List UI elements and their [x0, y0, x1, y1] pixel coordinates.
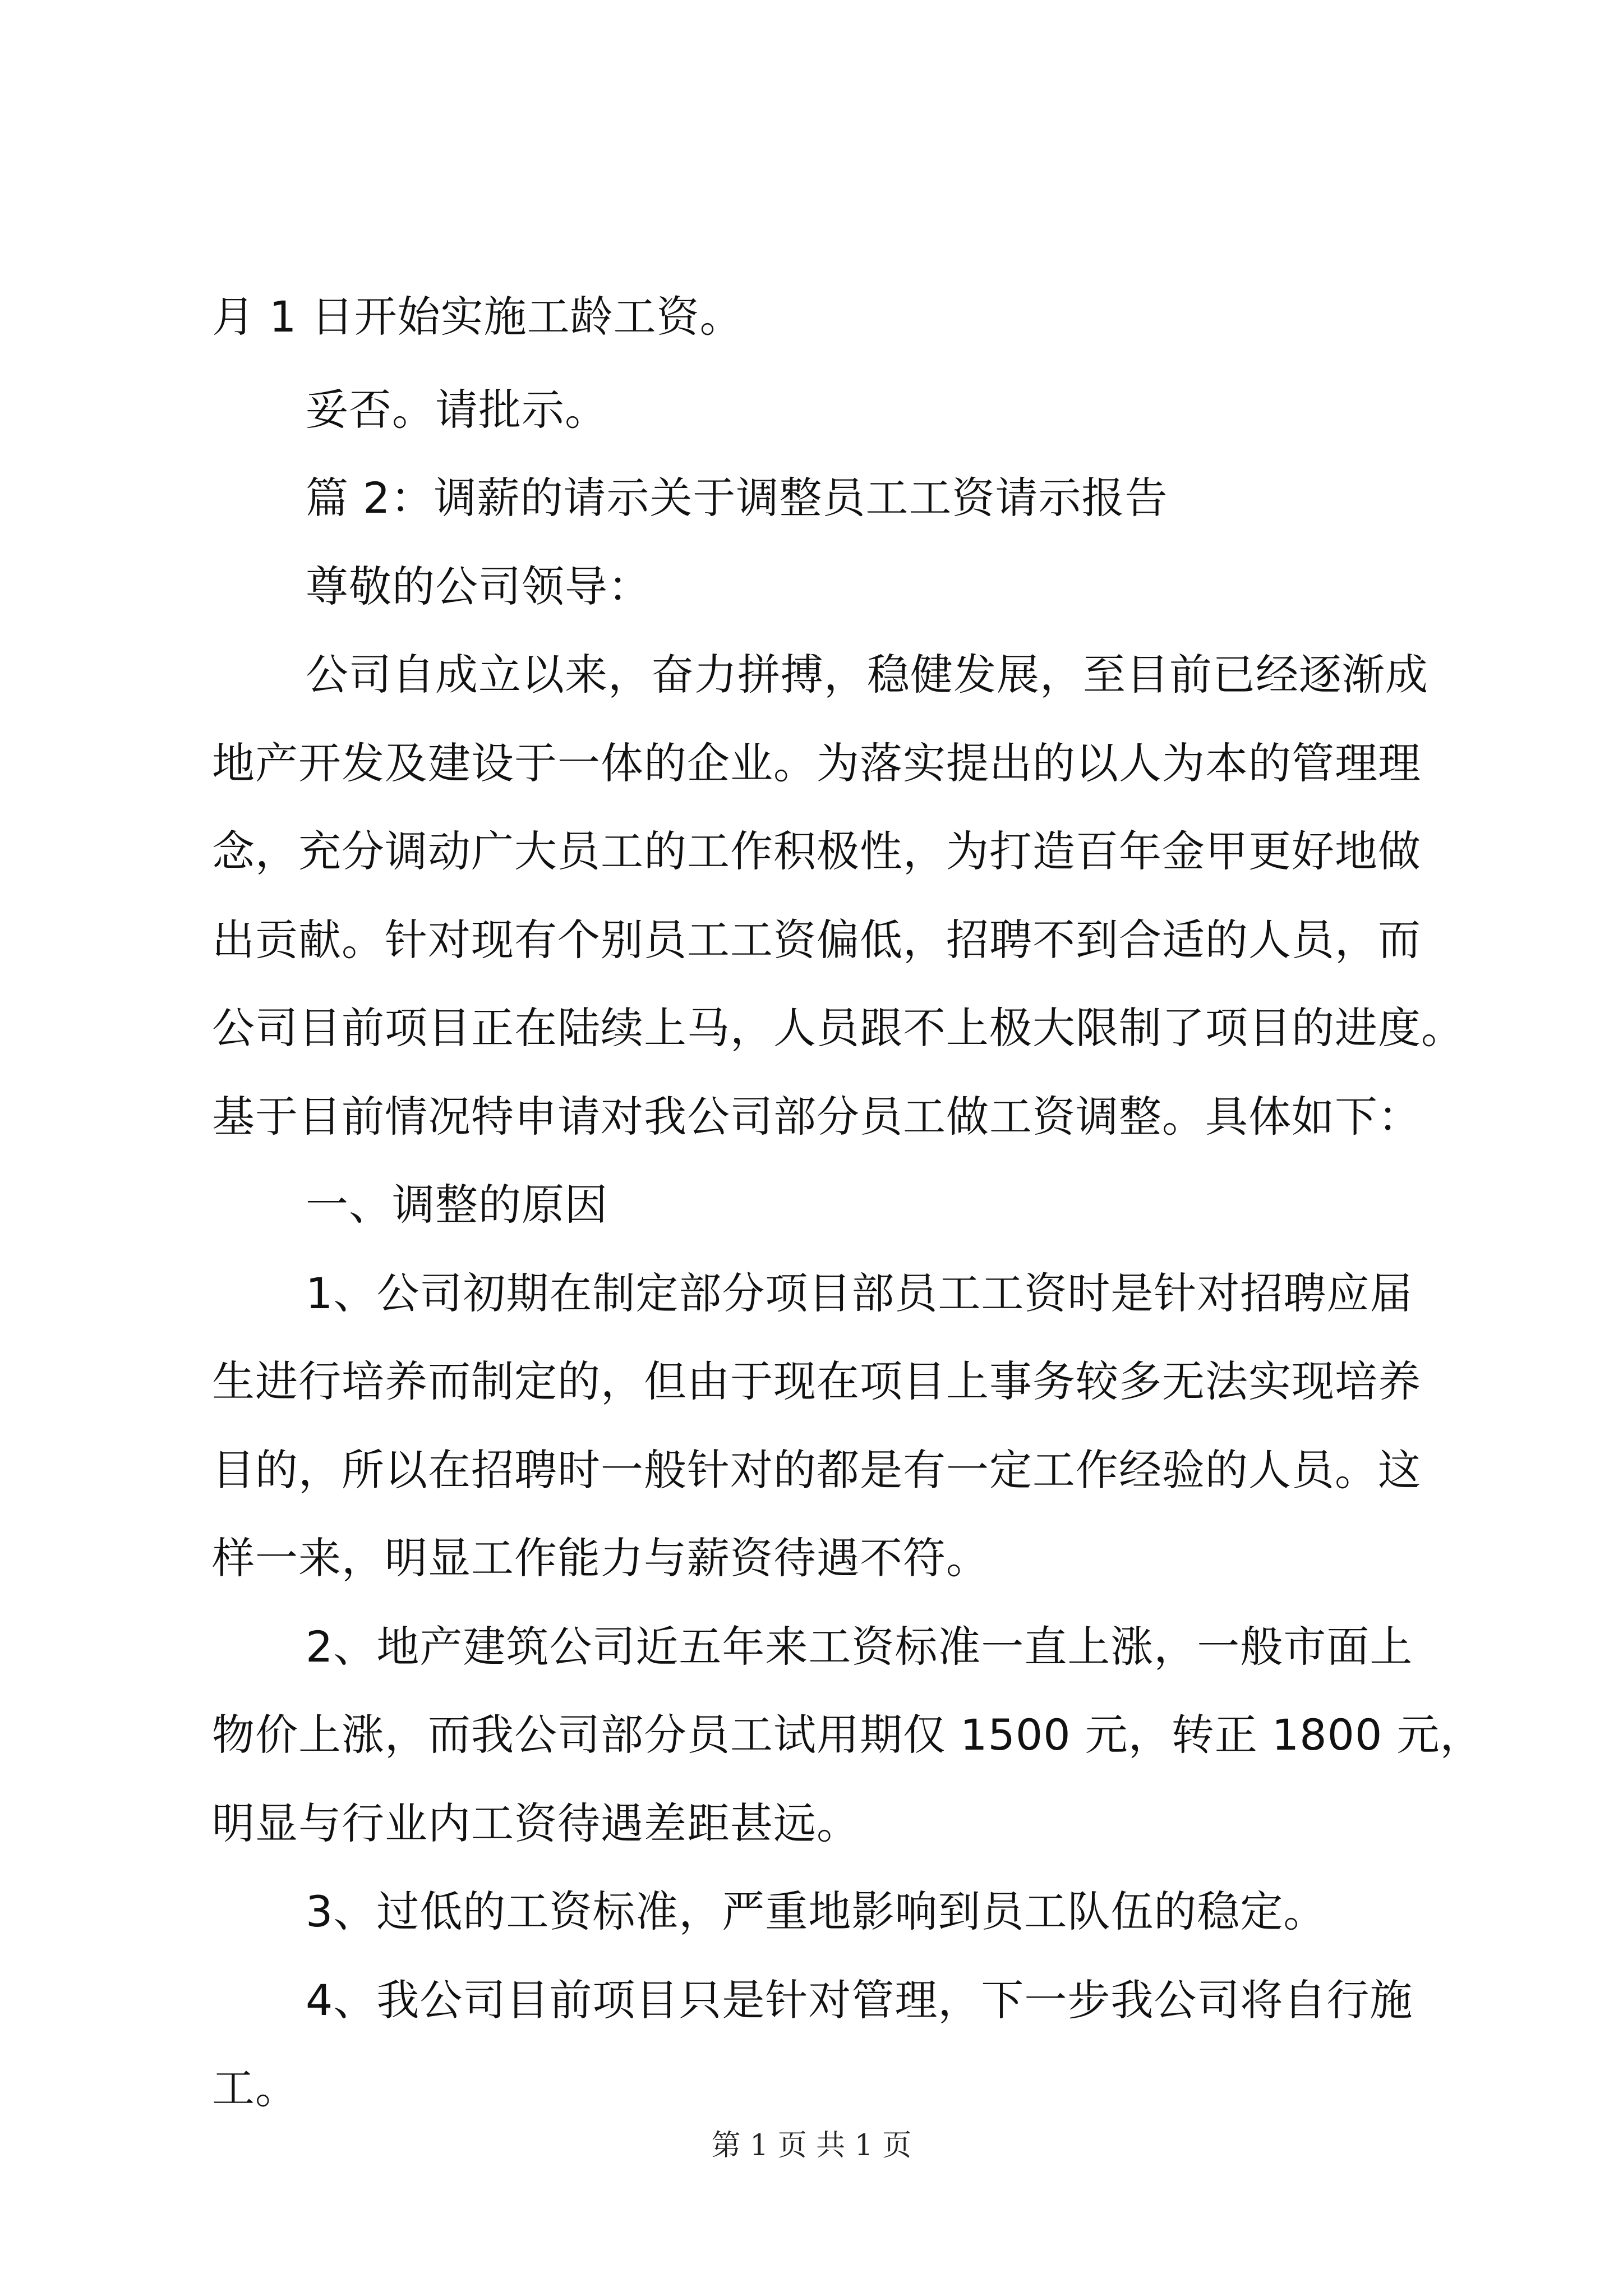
section-heading: 篇 2：调薪的请示关于调整员工工资请示报告	[306, 473, 1168, 523]
text-line: 基于目前情况特申请对我公司部分员工做工资调整。具体如下：	[212, 1092, 1421, 1142]
text-line: 生进行培养而制定的，但由于现在项目上事务较多无法实现培养	[212, 1356, 1421, 1406]
section-heading: 一、调整的原因	[306, 1180, 608, 1230]
text-line: 3、过低的工资标准，严重地影响到员工队伍的稳定。	[306, 1887, 1327, 1936]
text-line: 公司目前项目正在陆续上马，人员跟不上极大限制了项目的进度。	[212, 1003, 1464, 1053]
text-line: 2、地产建筑公司近五年来工资标准一直上涨，一般市面上	[306, 1622, 1413, 1672]
text-line: 工。	[212, 2063, 298, 2113]
text-line: 月 1 日开始实施工龄工资。	[212, 292, 743, 342]
page-footer: 第 1 页 共 1 页	[711, 2129, 912, 2162]
text-line: 公司自成立以来，奋力拼搏，稳健发展，至目前已经逐渐成	[306, 650, 1428, 700]
text-line: 目的，所以在招聘时一般针对的都是有一定工作经验的人员。这	[212, 1445, 1421, 1495]
text-line: 样一来，明显工作能力与薪资待遇不符。	[212, 1533, 989, 1583]
text-line: 妥否。请批示。	[306, 385, 608, 435]
text-line: 1、公司初期在制定部分项目部员工工资时是针对招聘应届	[306, 1268, 1413, 1318]
text-line: 物价上涨，而我公司部分员工试用期仅 1500 元，转正 1800 元，	[212, 1710, 1483, 1760]
text-line: 明显与行业内工资待遇差距甚远。	[212, 1798, 860, 1848]
text-line: 出贡献。针对现有个别员工工资偏低，招聘不到合适的人员，而	[212, 915, 1421, 965]
text-line: 念，充分调动广大员工的工作积极性，为打造百年金甲更好地做	[212, 826, 1421, 876]
text-line: 地产开发及建设于一体的企业。为落实提出的以人为本的管理理	[212, 738, 1421, 788]
text-line: 4、我公司目前项目只是针对管理，下一步我公司将自行施	[306, 1975, 1413, 2025]
salutation: 尊敬的公司领导：	[306, 562, 651, 611]
